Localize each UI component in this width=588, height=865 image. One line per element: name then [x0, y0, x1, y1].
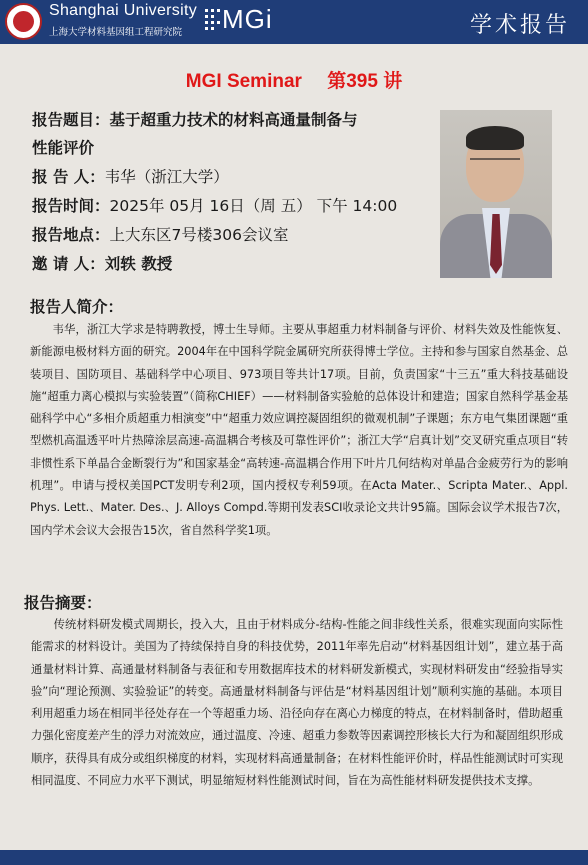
speaker-label: 报 告 人： [32, 168, 105, 186]
university-seal-logo [5, 3, 42, 40]
time-row [32, 195, 412, 217]
seminar-number: 第395 讲 [327, 71, 403, 92]
place-row [32, 224, 412, 246]
topic-line-2: 性能评价 [32, 139, 95, 157]
inviter-row [32, 253, 412, 275]
inviter-value: 刘轶 教授 [104, 255, 173, 273]
seminar-heading [0, 66, 588, 93]
seminar-name: MGI Seminar [185, 71, 302, 92]
mgi-logo: MGi [222, 4, 273, 34]
university-name-en: Shanghai University [49, 2, 197, 19]
speaker-row [32, 166, 412, 188]
mgi-logo-dots [205, 9, 221, 33]
header-bar [0, 0, 588, 44]
place-value: 上大东区7号楼306会议室 [109, 226, 289, 244]
abstract-title: 报告摘要： [24, 594, 102, 612]
topic-label: 报告题目： [32, 111, 110, 129]
bio-text: 韦华，浙江大学求是特聘教授，博士生导师。主要从事超重力材料制备与评价、材料失效及性能恢复、新能源电极材料方面的研究。2004年在中国科学院金属研究所获得博士学位。主持和参与国家自然基金、总装项目、国防项目、基础科学中心项目、973项目等共计17项。目前，负责国家“十三五”重大科技基础设施“超重力离心模拟与实验装置”（简称CHIEF）——材料制备实验舱的总体设计和建造；国家自然科学基金基础科学中心“多相介质超重力相演变”中“超重力效应调控凝固组织的微观机制”子课题；东方电气集团课题“重型燃机高温透平叶片热障涂层高速-高温耦合考核及可靠性评价”；浙江大学“启真计划”交叉研究重点项目“转非惯性系下单晶合金断裂行为”和国家基金“高转速-高温耦合作用下叶片几何结构对单晶合金疲劳行为的影响机理”。申请与授权美国PCT发明专利2项，国内授权专利59项。在Acta Mater.、Scripta Mater.、Appl. Phys. Lett.、Mater. Des.、J. Alloys Compd.等期刊发表SCI收录论文共计95篇。国际会议学术报告7次，国内学术会议大会报告15次，省自然科学奖1项。 [30, 323, 568, 537]
topic-line-1 [32, 109, 412, 131]
footer-bar [0, 850, 588, 865]
institute-name-cn: 上海大学材料基因组工程研究院 [49, 27, 183, 38]
place-label: 报告地点： [32, 226, 110, 244]
topic-value: 基于超重力技术的材料高通量制备与 [109, 111, 358, 129]
inviter-label: 邀 请 人： [32, 255, 105, 273]
abstract-text: 传统材料研发模式周期长，投入大，且由于材料成分-结构-性能之间非线性关系，很难实现面向实际性能需求的材料设计。美国为了持续保持自身的科技优势，2011年率先启动“材料基因组计划”，建立基于高通量材料计算、高通量材料制备与表征和专用数据库技术的材料研发新模式，实现材料研发由“经验指导实验”向“理论预测、实验验证”的转变。高通量材料制备与评估是“材料基因组计划”顺利实施的基础。本项目利用超重力场在相同半径处存在一个等超重力场、沿径向存在离心力梯度的特点，在材料制备时，借助超重力强化密度差产生的浮力对流效应，通过温度、冷速、超重力参数等因素调控形核长大行为和凝固组织形成顺序，获得具有成分或组织梯度的材料，实现材料高通量制备；在材料性能评价时，样品性能测试时可实现相同温度、不同应力水平下测试，明显缩短材料性能测试时间，旨在为高性能材料研发提供技术支撑。 [31, 618, 563, 788]
time-label: 报告时间： [32, 197, 110, 215]
time-value: 2025年 05月 16日（周 五） 下午 14:00 [109, 197, 398, 215]
bio-title: 报告人简介： [30, 298, 124, 316]
speaker-value: 韦华（浙江大学） [104, 168, 229, 186]
header-title: 学术报告 [469, 13, 570, 38]
speaker-photo [440, 110, 552, 278]
